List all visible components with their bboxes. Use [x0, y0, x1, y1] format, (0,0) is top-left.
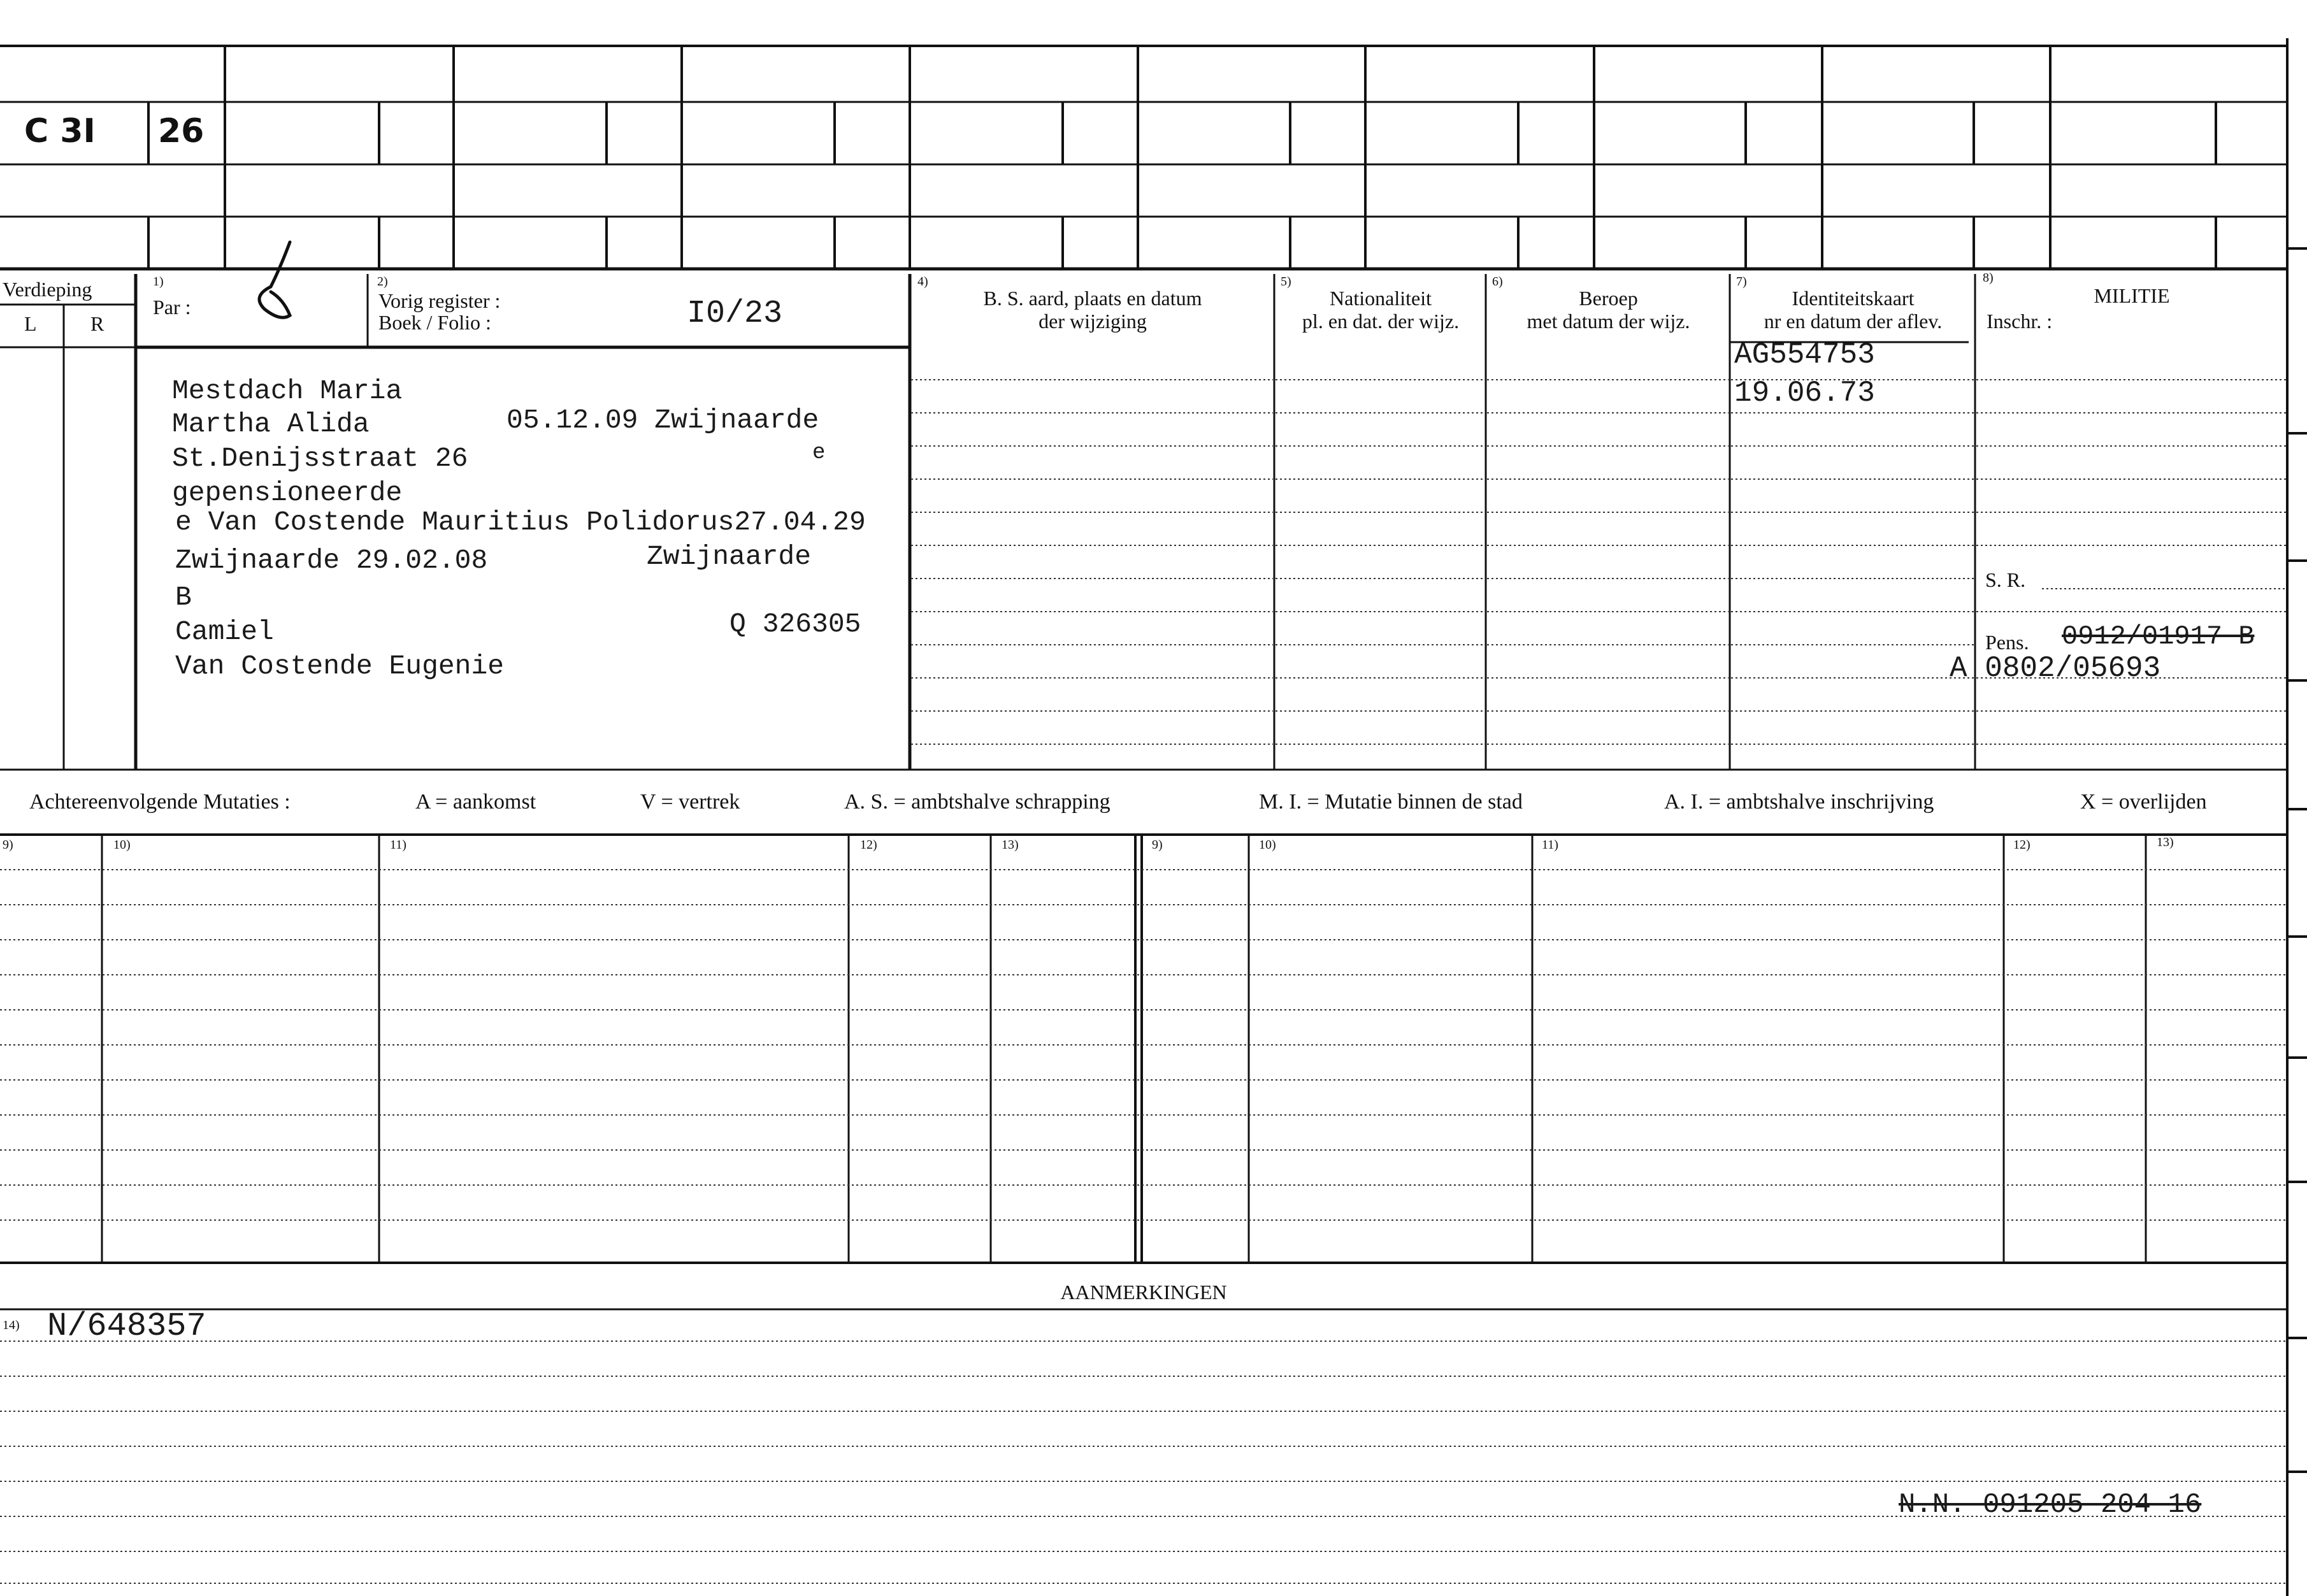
person-given-names: Martha Alida [172, 408, 370, 440]
remarks-number: 14) [3, 1318, 20, 1332]
pens-new-number: A 0802/05693 [1950, 652, 2161, 685]
col2-number: 2) [377, 275, 388, 289]
person-reference: Q 326305 [729, 608, 861, 640]
col8-number: 8) [1983, 271, 1994, 285]
mutation-col-13-right: 13) [2157, 835, 2174, 849]
person-mark-e: e [812, 441, 826, 465]
col5-title: Nationaliteit [1330, 287, 1432, 310]
militie-inschr-label: Inschr. : [1987, 310, 2053, 333]
col6-subtitle: met datum der wijz. [1527, 310, 1690, 333]
mutation-col-12-left: 12) [860, 838, 877, 852]
identity-card-number: AG554753 [1734, 338, 1875, 371]
pens-label: Pens. [1985, 631, 2029, 654]
person-surname: Mestdach Maria [172, 375, 403, 406]
top-grid-code: C 3I [24, 112, 96, 150]
legend-title: Achtereenvolgende Mutaties : [29, 790, 291, 814]
person-birth: 05.12.09 Zwijnaarde [507, 405, 819, 436]
legend-overlijden: X = overlijden [2080, 790, 2207, 814]
person-mother: Van Costende Eugenie [175, 651, 505, 682]
mutation-col-9-left: 9) [3, 838, 13, 852]
top-grid-number: 26 [158, 112, 205, 150]
legend-vertrek: V = vertrek [640, 790, 740, 814]
person-occupation: gepensioneerde [172, 477, 403, 508]
mutation-col-13-left: 13) [1002, 838, 1019, 852]
vorig-register-label: Vorig register : [378, 289, 501, 312]
person-spouse-birth: Zwijnaarde 29.02.08 [175, 545, 488, 576]
col4-title: B. S. aard, plaats en datum [983, 287, 1202, 310]
sr-label: S. R. [1985, 568, 2026, 591]
remarks-value: N/648357 [47, 1307, 206, 1345]
verdieping-right-label: R [90, 312, 104, 335]
verdieping-left-label: L [24, 312, 37, 335]
identity-card-date: 19.06.73 [1734, 377, 1875, 410]
legend-mutatie-binnen-stad: M. I. = Mutatie binnen de stad [1259, 790, 1523, 814]
boek-folio-label: Boek / Folio : [378, 311, 491, 334]
person-spouse: e Van Costende Mauritius Polidorus27.04.29 [175, 507, 866, 538]
mutation-col-11-left: 11) [390, 838, 406, 852]
verdieping-label: Verdieping [3, 278, 92, 301]
mutation-col-10-right: 10) [1259, 838, 1276, 852]
col6-number: 6) [1492, 275, 1503, 289]
col4-number: 4) [917, 275, 928, 289]
col7-number: 7) [1736, 275, 1747, 289]
mutation-col-10-left: 10) [113, 838, 131, 852]
col6-title: Beroep [1579, 287, 1638, 310]
person-spouse-birthplace: Zwijnaarde [647, 541, 812, 572]
person-code-b: B [175, 582, 192, 613]
col7-title: Identiteitskaart [1792, 287, 1915, 310]
legend-ambtshalve-inschrijving: A. I. = ambtshalve inschrijving [1664, 790, 1934, 814]
mutation-col-12-right: 12) [2013, 838, 2030, 852]
col5-number: 5) [1281, 275, 1291, 289]
militie-title: MILITIE [2094, 284, 2170, 307]
legend-aankomst: A = aankomst [415, 790, 536, 814]
national-number: N.N. 091205 204 16 [1899, 1489, 2202, 1521]
person-father: Camiel [175, 616, 274, 647]
mutation-col-9-right: 9) [1152, 838, 1163, 852]
col7-subtitle: nr en datum der aflev. [1764, 310, 1943, 333]
mutation-col-11-right: 11) [1542, 838, 1558, 852]
remarks-title: AANMERKINGEN [1060, 1281, 1227, 1304]
par-label: Par : [153, 296, 191, 319]
col5-subtitle: pl. en dat. der wijz. [1302, 310, 1460, 333]
par-handwritten-mark [259, 242, 290, 317]
legend-ambtshalve-schrapping: A. S. = ambtshalve schrapping [844, 790, 1110, 814]
person-address: St.Denijsstraat 26 [172, 443, 468, 474]
col1-number: 1) [153, 275, 164, 289]
vorig-register-value: I0/23 [687, 296, 783, 332]
pens-old-number: 0912/01917 B [2062, 621, 2255, 652]
col4-subtitle: der wijziging [1039, 310, 1147, 333]
